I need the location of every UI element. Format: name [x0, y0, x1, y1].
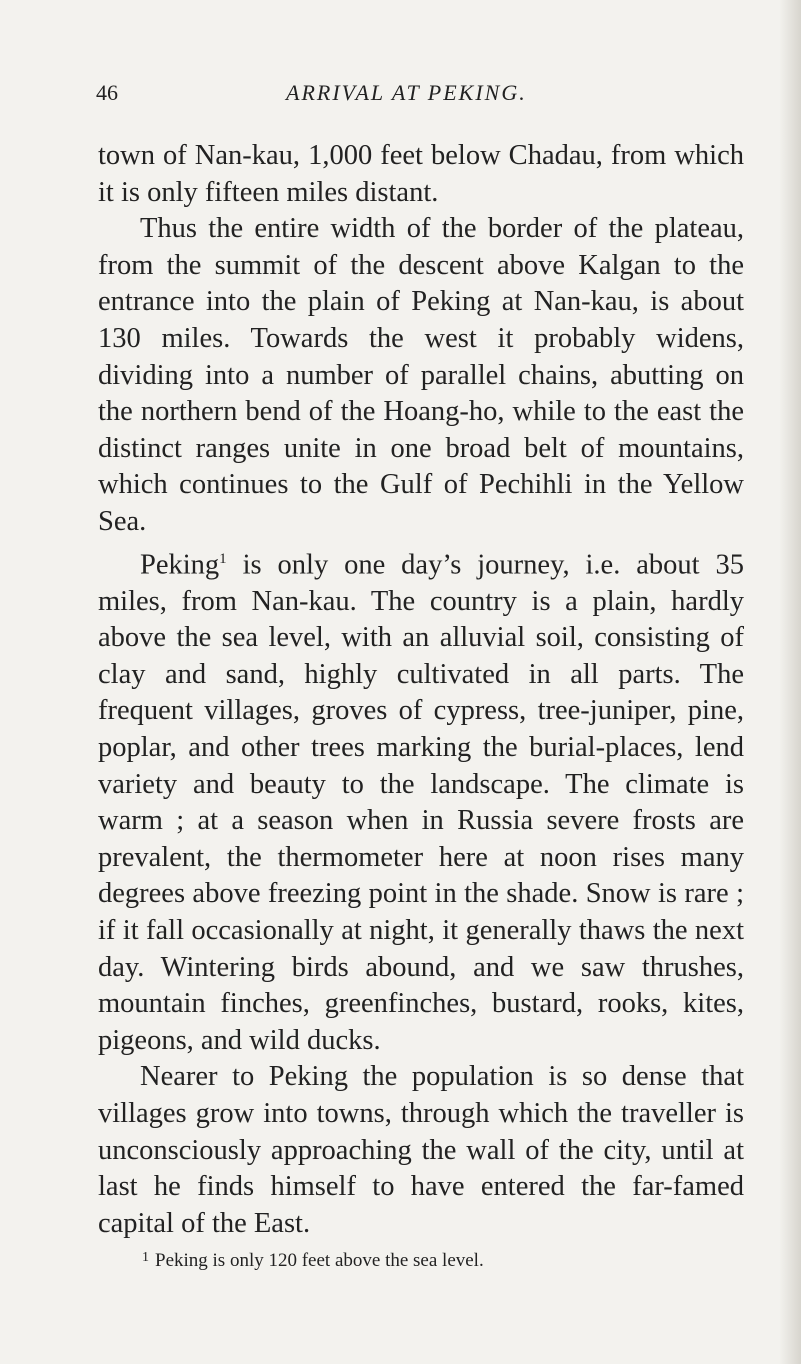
paragraph-3-text: is only one day’s journey, i.e. about 35 miles, from Nan-kau. The country is a plain, hardly above the sea level, with an alluvial soil, consisting of clay and sand, highly cultivated in all parts. The frequent villages, groves of cypress, tree-juniper, pine, poplar, and other trees marking the burial-places, lend variety and beauty to the landscape. The climate is warm ; at a season when in Russia severe frosts are prevalent, the thermometer here at noon rises many degrees above freezing point in the shade. Snow is rare ; if it fall occasionally at night, it generally thaws the next day. Wintering birds abound, and we saw thrushes, mountain finches, greenfinches, bustard, rooks, kites, pigeons, and wild ducks.: [98, 549, 744, 1056]
footnote-text: Peking is only 120 feet above the sea level.: [155, 1250, 484, 1271]
running-title: ARRIVAL AT PEKING.: [286, 80, 527, 105]
footnote-mark: 1: [142, 1250, 149, 1265]
footnote-reference: 1: [219, 550, 227, 567]
paragraph-3-lead: Peking: [140, 549, 220, 581]
page-number: 46: [96, 80, 118, 105]
paragraph-4: Nearer to Peking the population is so dense that villages grow into towns, through which the traveller is unconsciously approaching the wall of the city, until at last he finds himself to have entered the far-famed capital of the East.: [98, 1061, 744, 1239]
paragraph-2: Thus the entire width of the border of the plateau, from the summit of the descent above Kalgan to the entrance into the plain of Peking at Nan-kau, is about 130 miles. Towards the west it probably widens, dividing into a number of parallel chains, abutting on the northern bend of the Hoang-ho, while to the east the distinct ranges unite in one broad belt of mountains, which continues to the Gulf of Pechihli in the Yellow Sea.: [98, 213, 744, 537]
running-header: [96, 80, 736, 120]
paragraph-3: [98, 541, 744, 1060]
footnote: [142, 1250, 742, 1272]
paragraph-1: town of Nan-kau, 1,000 feet below Chadau, from which it is only fifteen miles distant.: [98, 140, 744, 208]
page-edge-shadow: [779, 0, 801, 1364]
body-text: [98, 138, 744, 1242]
